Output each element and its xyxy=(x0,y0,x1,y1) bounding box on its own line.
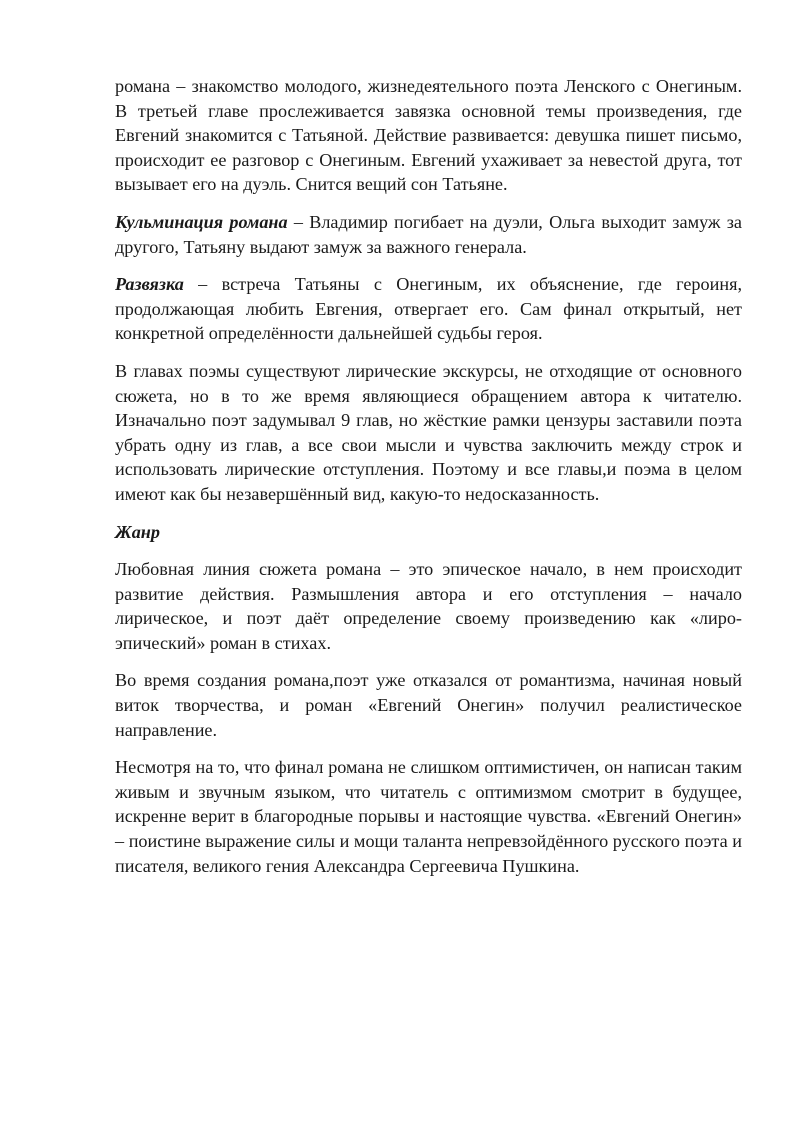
section-heading-genre: Жанр xyxy=(115,521,160,542)
paragraph-text: – Владимир погибает на дуэли, Ольга выходит замуж за другого, Татьяну выдают замуж за важного генерала. xyxy=(115,211,742,257)
document-page xyxy=(115,74,742,891)
paragraph-plot xyxy=(115,74,742,197)
paragraph-conclusion: Несмотря на то, что финал романа не слишком оптимистичен, он написан таким живым и звучным языком, что читатель с оптимизмом смотрит в будущее, искренне верит в благородные порывы и настоящие чувства. «Евгений Онегин» – поистине выражение силы и мощи таланта непревзойдённого русского поэта и писателя, великого гения Александра Сергеевича Пушкина. xyxy=(115,757,742,876)
paragraph-climax xyxy=(115,210,742,259)
paragraph-text: – встреча Татьяны с Онегиным, их объяснение, где героиня, продолжающая любить Евгения, отвергает его. Сам финал открытый, нет конкретной определённости дальнейшей судьбы героя. xyxy=(115,274,742,344)
paragraph-lyrical-digressions xyxy=(115,359,742,507)
paragraph-text: В главах поэмы существуют лирические экскурсы, не отходящие от основного сюжета, но в то же время являющиеся обращением автора к читателю. Изначально поэт задумывал 9 глав, но жёсткие рамки цензуры заставили поэта убрать одну из глав, а все свои мысли и чувства заключить между строк и использовать лирические отступления. Поэтому и все главы,и поэма в целом имеют как бы незавершённый вид, какую-то недосказанность. xyxy=(115,360,742,504)
paragraph-lead: Развязка xyxy=(115,274,184,295)
paragraph-text: романа – знакомство молодого, жизнедеятельного поэта Ленского с Онегиным. В третьей главе прослеживается завязка основной темы произведения, где Евгений знакомится с Татьяной. Действие развивается: девушка пишет письмо, происходит ее разговор с Онегиным. Евгений ухаживает за невестой друга, тот вызывает его на дуэль. Снится вещий сон Татьяне. xyxy=(115,76,742,195)
paragraph-denouement xyxy=(115,272,742,346)
paragraph-genre-2: Во время создания романа,поэт уже отказался от романтизма, начиная новый виток творчества, и роман «Евгений Онегин» получил реалистическое направление. xyxy=(115,670,742,740)
paragraph-lead: Кульминация романа xyxy=(115,211,288,232)
paragraph-genre-1: Любовная линия сюжета романа – это эпическое начало, в нем происходит развитие действия. Размышления автора и его отступления – начало лирическое, и поэт даёт определение своему произведению как «лиро-эпический» роман в стихах. xyxy=(115,559,742,653)
